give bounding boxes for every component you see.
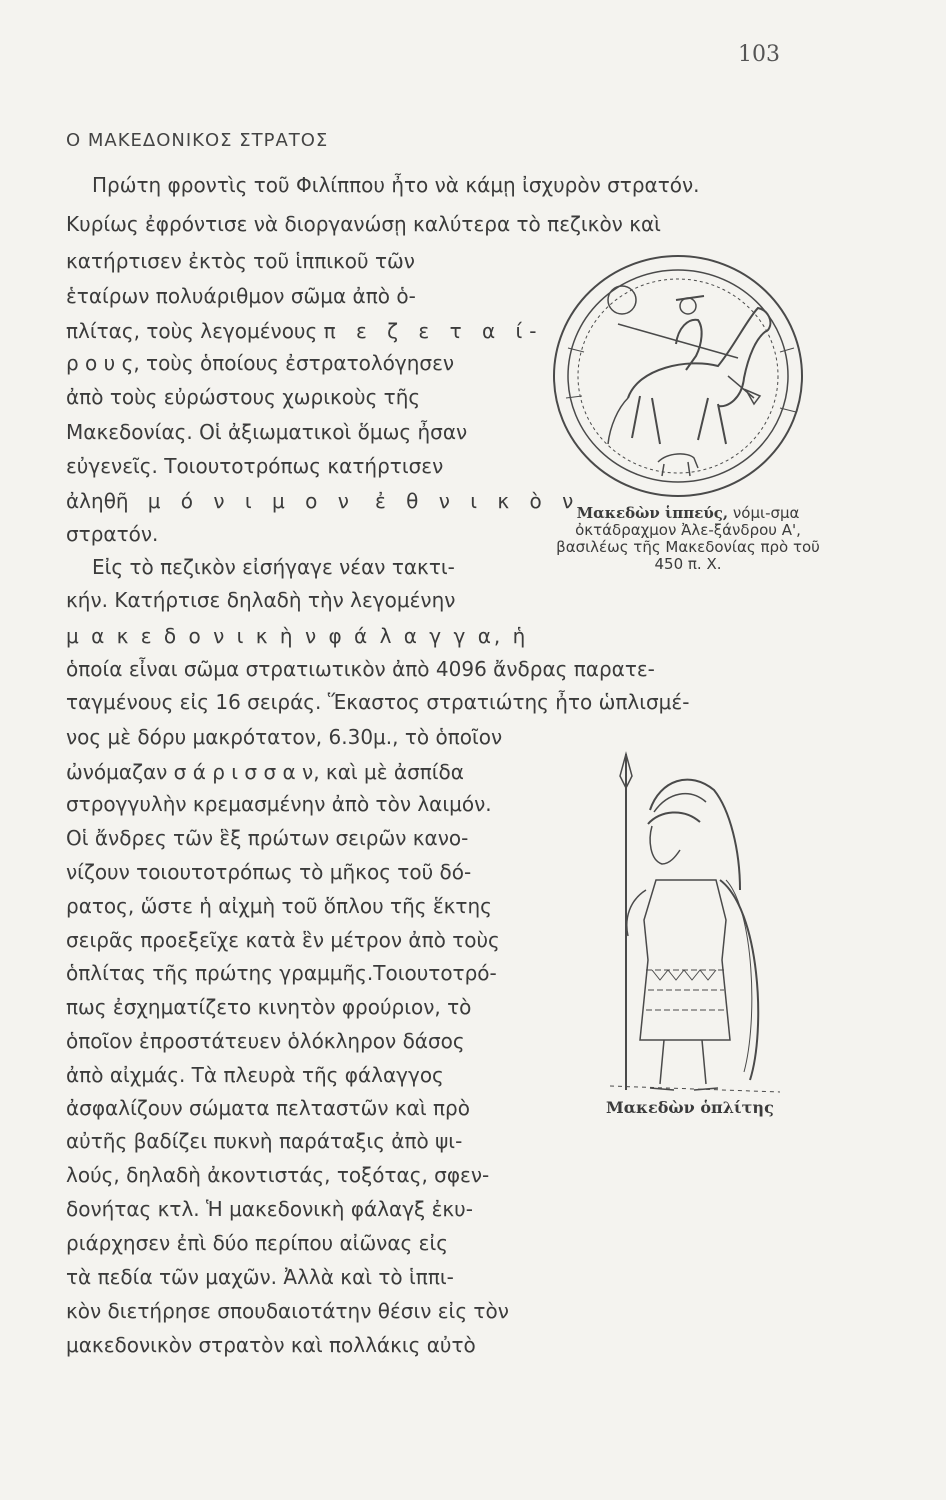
text-line: ρατος, ὥστε ἡ αἰχμὴ τοῦ ὅπλου τῆς ἕκτης — [66, 894, 492, 918]
text-line: τὰ πεδία τῶν μαχῶν. Ἀλλὰ καὶ τὸ ἱππι- — [66, 1265, 454, 1289]
text-line: κὸν διετήρησε σπουδαιοτάτην θέσιν εἰς τὸν — [66, 1299, 509, 1323]
text-line: Κυρίως ἐφρόντισε νὰ διοργανώσῃ καλύτερα τὸ πεζικὸν καὶ — [66, 212, 661, 236]
text-line: ὁποία εἶναι σῶμα στρατιωτικὸν ἀπὸ 4096 ἄνδρας παρατε- — [66, 657, 655, 681]
page-number: 103 — [738, 42, 780, 67]
text-line: Οἱ ἄνδρες τῶν ἓξ πρώτων σειρῶν κανο- — [66, 826, 469, 850]
spaced-term: μ ό ν ι μ ο ν — [147, 489, 356, 513]
running-heading: Ο ΜΑΚΕΔΟΝΙΚΟΣ ΣΤΡΑΤΟΣ — [66, 130, 329, 151]
text-line: στρατόν. — [66, 522, 159, 546]
text-line: αὐτῆς βαδίζει πυκνὴ παράταξις ἀπὸ ψι- — [66, 1129, 463, 1153]
spaced-term: ἐ θ ν ι κ ὸ ν — [374, 489, 581, 513]
hoplite-illustration — [590, 740, 790, 1100]
text-line: κατήρτισεν ἐκτὸς τοῦ ἱππικοῦ τῶν — [66, 249, 415, 273]
hoplite-caption: Μακεδὼν ὁπλίτης — [606, 1098, 774, 1117]
text-line: πλίτας, τοὺς λεγομένους π ε ζ ε τ α ί- — [66, 319, 544, 343]
text-line: ἀσφαλίζουν σώματα πελταστῶν καὶ πρὸ — [66, 1096, 470, 1120]
text-line: λούς, δηλαδὴ ἀκοντιστάς, τοξότας, σφεν- — [66, 1163, 490, 1187]
coin-caption: Μακεδὼν ἱππεύς, νόμι-σμα ὀκτάδραχμον Ἀλε-ξάνδρου Α', βασιλέως τῆς Μακεδονίας πρὸ τοῦ 450 π. Χ. — [556, 504, 820, 573]
spaced-term: π ε ζ ε τ α ί- — [323, 319, 544, 343]
text-line: νίζουν τοιουτοτρόπως τὸ μῆκος τοῦ δό- — [66, 860, 472, 884]
text-line: ἀπὸ αἰχμάς. Τὰ πλευρὰ τῆς φάλαγγος — [66, 1063, 444, 1087]
text-line: νος μὲ δόρυ μακρότατον, 6.30μ., τὸ ὁποῖον — [66, 725, 503, 749]
text-line: ριάρχησεν ἐπὶ δύο περίπου αἰῶνας εἰς — [66, 1231, 448, 1255]
text-line: εὐγενεῖς. Τοιουτοτρόπως κατήρτισεν — [66, 454, 444, 478]
text-line: Πρώτη φροντὶς τοῦ Φιλίππου ἦτο νὰ κάμῃ ἰσχυρὸν στρατόν. — [92, 173, 700, 197]
text-line: σειρᾶς προεξεῖχε κατὰ ἓν μέτρον ἀπὸ τοὺς — [66, 928, 500, 952]
text-line: Μακεδονίας. Οἱ ἀξιωματικοὶ ὅμως ἦσαν — [66, 420, 468, 444]
text-line: μ α κ ε δ ο ν ι κ ὴ ν φ ά λ α γ γ α, ἡ — [66, 624, 529, 648]
text-line: κήν. Κατήρτισε δηλαδὴ τὴν λεγομένην — [66, 588, 456, 612]
text-line: ὁποῖον ἐπροστάτευεν ὁλόκληρον δάσος — [66, 1029, 465, 1053]
text-line: δονήτας κτλ. Ἡ μακεδονικὴ φάλαγξ ἐκυ- — [66, 1197, 473, 1221]
coin-illustration — [548, 248, 810, 506]
text-line: ταγμένους εἰς 16 σειράς. Ἕκαστος στρατιώτης ἦτο ὡπλισμέ- — [66, 690, 690, 714]
text-line: στρογγυλὴν κρεμασμένην ἀπὸ τὸν λαιμόν. — [66, 792, 492, 816]
text-line: μακεδονικὸν στρατὸν καὶ πολλάκις αὐτὸ — [66, 1333, 476, 1357]
text-line: ὠνόμαζαν σ ά ρ ι σ σ α ν, καὶ μὲ ἀσπίδα — [66, 760, 464, 784]
text-line: πως ἐσχηματίζετο κινητὸν φρούριον, τὸ — [66, 995, 472, 1019]
text-line: ρ ο υ ς, τοὺς ὁποίους ἐστρατολόγησεν — [66, 351, 455, 375]
text-line: ὁπλίτας τῆς πρώτης γραμμῆς.Τοιουτοτρό- — [66, 961, 497, 985]
text-line: Εἰς τὸ πεζικὸν εἰσήγαγε νέαν τακτι- — [92, 555, 455, 579]
text-line: ἀληθῆ μ ό ν ι μ ο ν ἐ θ ν ι κ ὸ ν — [66, 489, 581, 513]
text-line: ἑταίρων πολυάριθμον σῶμα ἀπὸ ὁ- — [66, 284, 416, 308]
text-line: ἀπὸ τοὺς εὐρώστους χωρικοὺς τῆς — [66, 385, 421, 409]
